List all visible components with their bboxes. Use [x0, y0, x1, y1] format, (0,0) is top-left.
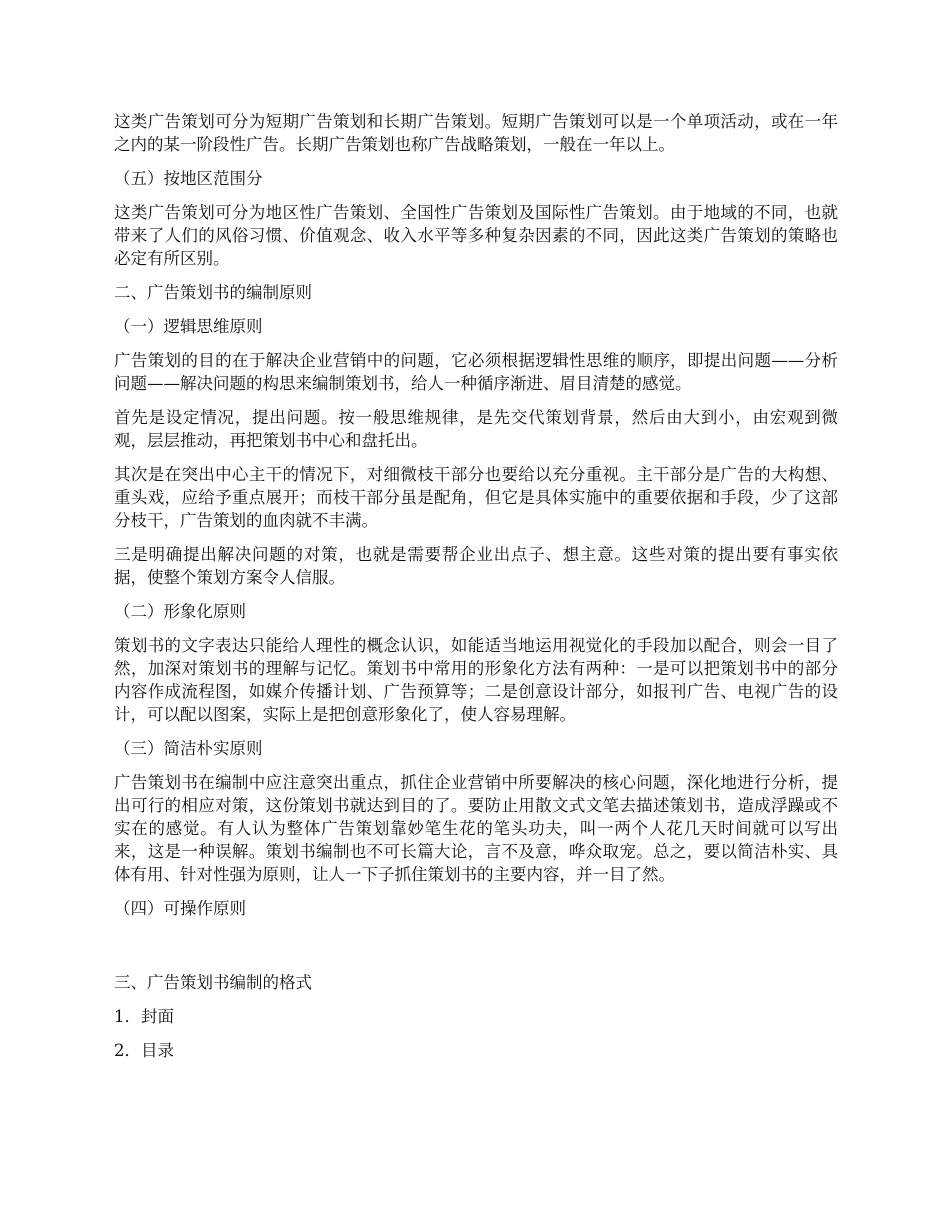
heading-cover: 1．封面 [114, 1007, 174, 1026]
paragraph-region-types: 这类广告策划可分为地区性广告策划、全国性广告策划及国际性广告策划。由于地域的不同，也就带来了人们的风俗习惯、价值观念、收入水平等多种复杂因素的不同，因此这类广告策划的策略也必定有所区别。 [114, 203, 838, 268]
heading-section-2: 二、广告策划书的编制原则 [114, 283, 312, 302]
document-body [114, 110, 838, 1073]
paragraph-logic-second: 其次是在突出中心主干的情况下，对细微枝干部分也要给以充分重视。主干部分是广告的大构想、重头戏，应给予重点展开；而枝干部分虽是配角，但它是具体实施中的重要依据和手段，少了这部分枝干，广告策划的血肉就不丰满。 [114, 465, 838, 530]
heading-toc: 2．目录 [114, 1041, 174, 1060]
paragraph-visual: 策划书的文字表达只能给人理性的概念认识，如能适当地运用视觉化的手段加以配合，则会一目了然，加深对策划书的理解与记忆。策划书中常用的形象化方法有两种：一是可以把策划书中的部分内容作成流程图，如媒介传播计划、广告预算等；二是创意设计部分，如报刊广告、电视广告的设计，可以配以图案，实际上是把创意形象化了，使人容易理解。 [114, 636, 838, 724]
paragraph-logic-intro: 广告策划的目的在于解决企业营销中的问题，它必须根据逻辑性思维的顺序，即提出问题——分析问题——解决问题的构思来编制策划书，给人一种循序渐进、眉目清楚的感觉。 [114, 351, 838, 393]
heading-section-3: 三、广告策划书编制的格式 [114, 973, 312, 992]
paragraph-duration-types: 这类广告策划可分为短期广告策划和长期广告策划。短期广告策划可以是一个单项活动，或在一年之内的某一阶段性广告。长期广告策划也称广告战略策划，一般在一年以上。 [114, 112, 838, 154]
heading-logic-principle: （一）逻辑思维原则 [114, 317, 263, 336]
heading-simplicity-principle: （三）简洁朴实原则 [114, 739, 263, 758]
heading-operable-principle: （四）可操作原则 [114, 899, 246, 918]
paragraph-logic-third: 三是明确提出解决问题的对策，也就是需要帮企业出点子、想主意。这些对策的提出要有事实依据，使整个策划方案令人信服。 [114, 545, 838, 587]
blank-gap [114, 931, 838, 971]
heading-visual-principle: （二）形象化原则 [114, 602, 246, 621]
paragraph-simplicity: 广告策划书在编制中应注意突出重点，抓住企业营销中所要解决的核心问题，深化地进行分析，提出可行的相应对策，这份策划书就达到目的了。要防止用散文式文笔去描述策划书，造成浮躁或不实在的感觉。有人认为整体广告策划靠妙笔生花的笔头功夫，叫一两个人花几天时间就可以写出来，这是一种误解。策划书编制也不可长篇大论，言不及意，哗众取宠。总之，要以简洁朴实、具体有用、针对性强为原则，让人一下子抓住策划书的主要内容，并一目了然。 [114, 773, 838, 884]
paragraph-logic-first: 首先是设定情况，提出问题。按一般思维规律，是先交代策划背景，然后由大到小，由宏观到微观，层层推动，再把策划书中心和盘托出。 [114, 408, 838, 450]
heading-by-region: （五）按地区范围分 [114, 169, 263, 188]
